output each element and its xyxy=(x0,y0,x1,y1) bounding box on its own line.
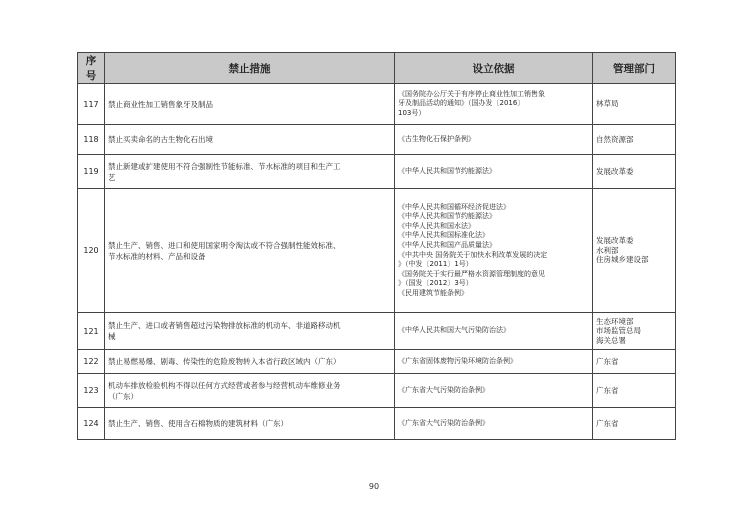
basis-cell-line: 《中华人民共和国标准化法》 xyxy=(398,231,489,240)
row-number: 119 xyxy=(78,155,105,189)
dept-cell xyxy=(593,374,676,408)
basis-cell-line: 《中共中央 国务院关于加快水利改革发展的决定 xyxy=(398,250,548,259)
dept-cell xyxy=(593,155,676,189)
dept-cell-line: 发展改革委 xyxy=(596,166,634,176)
basis-cell-line: 《民用建筑节能条例》 xyxy=(398,288,468,297)
row-number: 120 xyxy=(78,189,105,313)
basis-cell xyxy=(395,125,593,155)
dept-cell xyxy=(593,125,676,155)
measure-cell xyxy=(105,155,395,189)
row-number: 122 xyxy=(78,350,105,374)
basis-cell-line: 《中华人民共和国循环经济促进法》 xyxy=(398,202,510,211)
measure-cell xyxy=(105,408,395,440)
table-row xyxy=(78,155,676,189)
dept-cell-line: 广东省 xyxy=(596,385,619,395)
basis-cell-line: 《中华人民共和国节约能源法》 xyxy=(398,166,496,175)
basis-cell xyxy=(395,84,593,125)
prohibition-table xyxy=(77,52,676,440)
header-measure: 禁止措施 xyxy=(105,53,395,84)
measure-cell-line: 艺 xyxy=(108,172,116,182)
row-number: 124 xyxy=(78,408,105,440)
basis-cell-line: 《中华人民共和国产品质量法》 xyxy=(398,240,496,249)
measure-cell xyxy=(105,189,395,313)
measure-cell-line: 械 xyxy=(108,332,116,341)
measure-cell-line: 禁止生产、销售、使用含石棉物质的建筑材料（广东） xyxy=(108,419,288,428)
header-basis: 设立依据 xyxy=(395,53,593,84)
measure-cell-line: 节水标准的材料、产品和设备 xyxy=(108,251,206,261)
dept-cell-line: 住房城乡建设部 xyxy=(596,255,649,265)
basis-cell-line: 《广东省固体废物污染环境防治条例》 xyxy=(398,356,517,365)
basis-cell-line: 牙及制品活动的通知》（国办发〔2016〕 xyxy=(398,99,525,108)
dept-cell-line: 林草局 xyxy=(596,99,619,109)
dept-cell-line: 海关总署 xyxy=(596,335,626,345)
dept-cell xyxy=(593,189,676,313)
dept-cell-line: 生态环境部 xyxy=(596,316,634,326)
table-row xyxy=(78,408,676,440)
basis-cell xyxy=(395,350,593,374)
measure-cell-line: 禁止易燃易爆、剧毒、传染性的危险废物转入本省行政区域内（广东） xyxy=(108,357,341,366)
basis-cell-line: 《广东省大气污染防治条例》 xyxy=(398,418,489,427)
dept-cell xyxy=(593,313,676,350)
table-row xyxy=(78,350,676,374)
row-number: 123 xyxy=(78,374,105,408)
basis-cell-line: 《中华人民共和国节约能源法》 xyxy=(398,212,496,221)
basis-cell-line: 》（中发〔2011〕1号） xyxy=(398,260,473,269)
measure-cell-line: （广东） xyxy=(108,391,138,401)
dept-cell-line: 水利部 xyxy=(596,245,619,255)
measure-cell-line: 禁止生产、进口或者销售超过污染物排放标准的机动车、非道路移动机 xyxy=(108,321,341,330)
dept-cell-line: 广东省 xyxy=(596,418,619,428)
page-number: 90 xyxy=(368,482,380,491)
basis-cell xyxy=(395,374,593,408)
measure-cell xyxy=(105,84,395,125)
measure-cell-line: 机动车排放检验机构不得以任何方式经营或者参与经营机动车维修业务 xyxy=(108,380,341,390)
basis-cell xyxy=(395,155,593,189)
row-number: 117 xyxy=(78,84,105,125)
dept-cell xyxy=(593,84,676,125)
measure-cell xyxy=(105,313,395,350)
measure-cell-line: 禁止新建或扩建使用不符合强制性节能标准、节水标准的项目和生产工 xyxy=(108,161,341,171)
table-row xyxy=(78,313,676,350)
dept-cell xyxy=(593,408,676,440)
measure-cell-line: 禁止买卖命名的古生物化石出境 xyxy=(108,135,213,144)
measure-cell xyxy=(105,125,395,155)
basis-cell-line: 《中华人民共和国大气污染防治法》 xyxy=(398,326,510,335)
measure-cell-line: 禁止生产、销售、进口和使用国家明令淘汰或不符合强制性能效标准、 xyxy=(108,240,341,250)
basis-cell-line: 》（国发〔2012〕3号） xyxy=(398,279,473,288)
dept-cell-line: 市场监管总局 xyxy=(596,326,641,336)
row-number: 118 xyxy=(78,125,105,155)
header-no: 序号 xyxy=(78,53,105,84)
dept-cell-line: 发展改革委 xyxy=(596,236,634,246)
basis-cell-line: 103号） xyxy=(398,108,426,117)
basis-cell xyxy=(395,408,593,440)
measure-cell xyxy=(105,350,395,374)
header-dept: 管理部门 xyxy=(593,53,676,84)
basis-cell-line: 《古生物化石保护条例》 xyxy=(398,134,475,143)
measure-cell-line: 禁止商业性加工销售象牙及制品 xyxy=(108,99,213,109)
basis-cell-line: 《中华人民共和国水法》 xyxy=(398,221,475,230)
basis-cell-line: 《国务院办公厅关于有序停止商业性加工销售象 xyxy=(398,89,545,98)
table-row xyxy=(78,189,676,313)
measure-cell xyxy=(105,374,395,408)
basis-cell-line: 《国务院关于实行最严格水资源管理制度的意见 xyxy=(398,269,545,278)
basis-cell-line: 《广东省大气污染防治条例》 xyxy=(398,385,489,394)
table-header-row xyxy=(78,53,676,84)
basis-cell xyxy=(395,313,593,350)
basis-cell xyxy=(395,189,593,313)
table-row xyxy=(78,374,676,408)
table-row xyxy=(78,84,676,125)
table-row xyxy=(78,125,676,155)
dept-cell-line: 广东省 xyxy=(596,356,619,366)
dept-cell-line: 自然资源部 xyxy=(596,134,634,144)
dept-cell xyxy=(593,350,676,374)
row-number: 121 xyxy=(78,313,105,350)
